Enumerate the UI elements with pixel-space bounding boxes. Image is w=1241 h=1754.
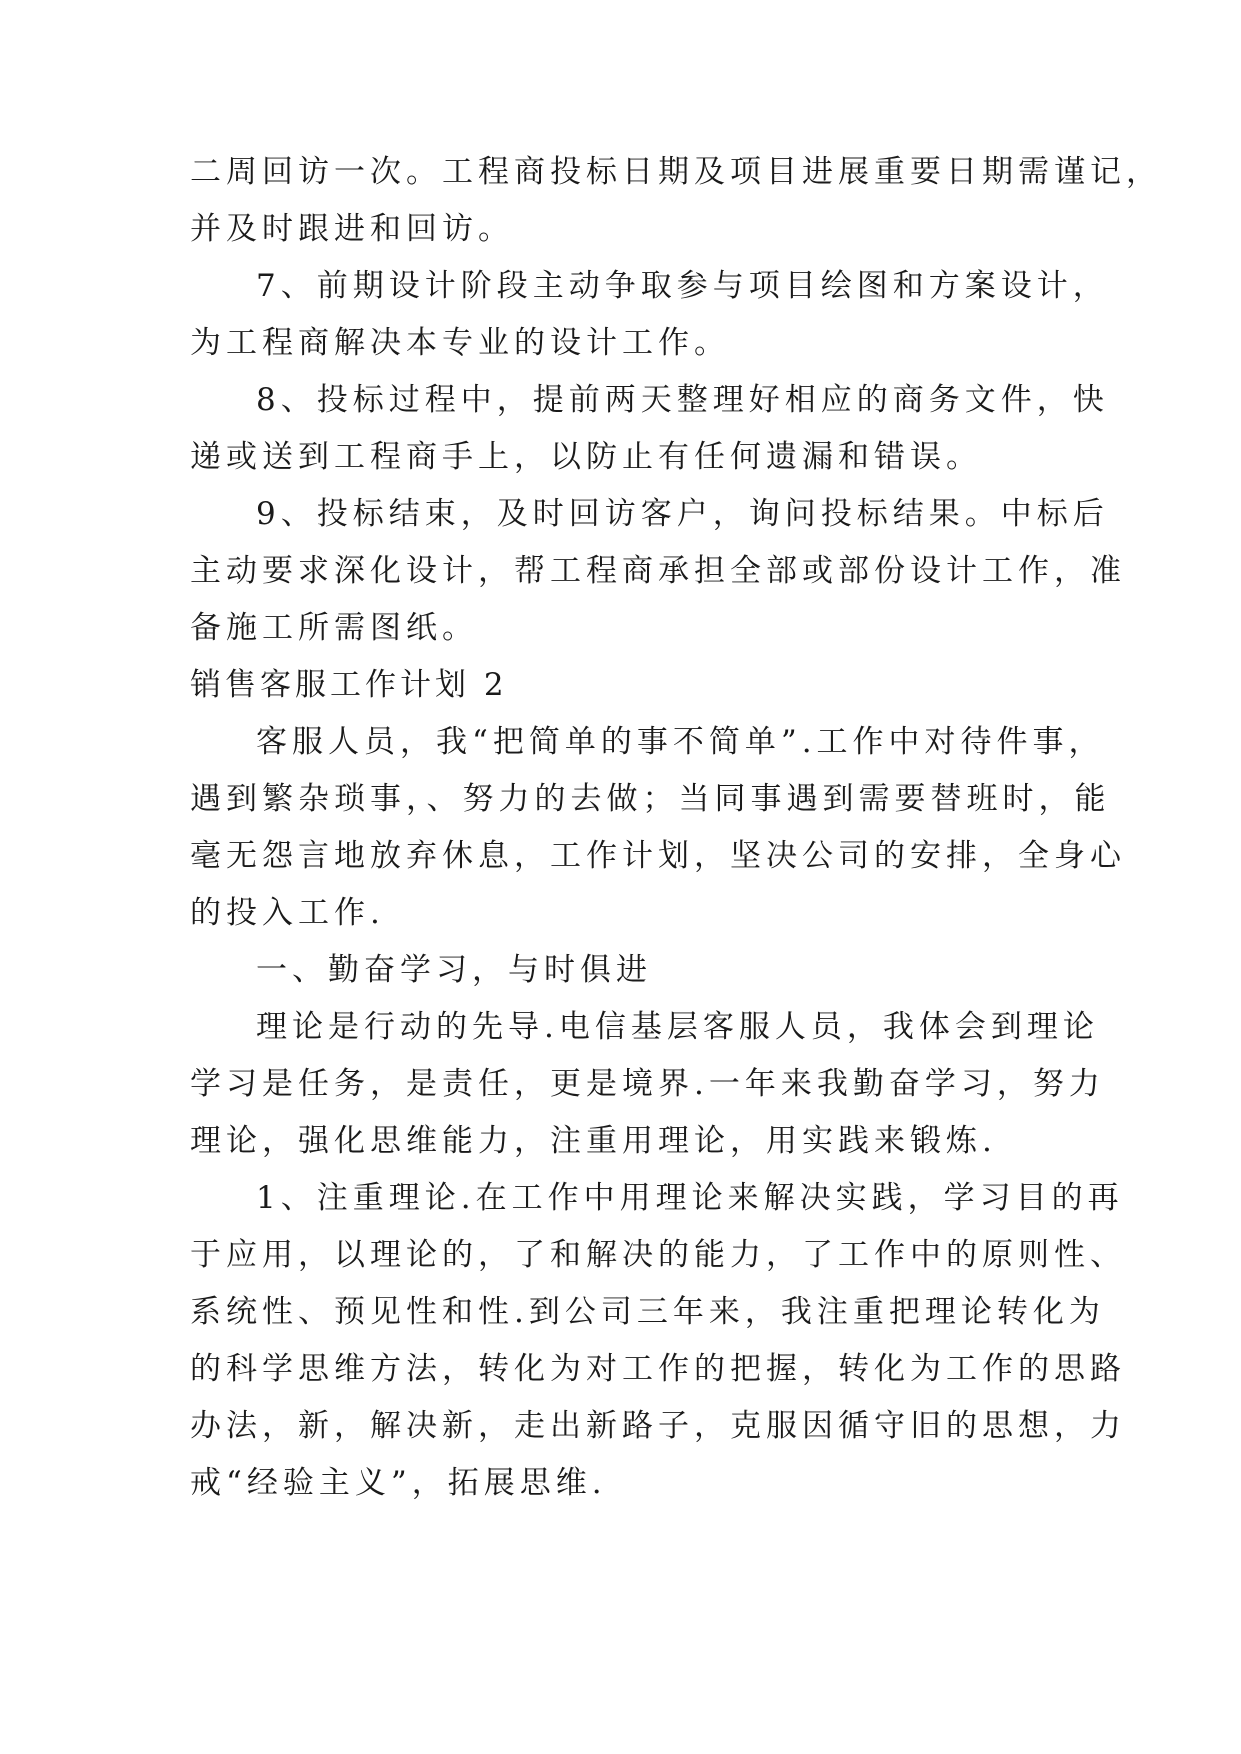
paragraph-line: 递或送到工程商手上，以防止有任何遗漏和错误。 xyxy=(190,439,982,475)
paragraph-line: 毫无怨言地放弃休息，工作计划，坚决公司的安排，全身心 xyxy=(190,838,1126,874)
paragraph-line: 为工程商解决本专业的设计工作。 xyxy=(190,325,730,361)
paragraph-line: 备施工所需图纸。 xyxy=(190,610,478,646)
paragraph-line: 的科学思维方法，转化为对工作的把握，转化为工作的思路 xyxy=(190,1351,1126,1387)
paragraph-line: 理论是行动的先导.电信基层客服人员，我体会到理论 xyxy=(256,1009,1099,1045)
paragraph-line: 的投入工作. xyxy=(190,895,385,931)
paragraph-line: 并及时跟进和回访。 xyxy=(190,211,514,247)
paragraph-line: 遇到繁杂琐事，、努力的去做；当同事遇到需要替班时，能 xyxy=(190,781,1111,817)
paragraph-line: 二周回访一次。工程商投标日期及项目进展重要日期需谨记， xyxy=(190,154,1162,190)
paragraph-line: 客服人员，我“把简单的事不简单”.工作中对待件事， xyxy=(256,724,1105,760)
paragraph-line: 学习是任务，是责任，更是境界.一年来我勤奋学习，努力 xyxy=(190,1066,1105,1102)
paragraph-line: 主动要求深化设计，帮工程商承担全部或部份设计工作，准 xyxy=(190,553,1126,589)
paragraph-line: 办法，新，解决新，走出新路子，克服因循守旧的思想，力 xyxy=(190,1408,1126,1444)
paragraph-line: 7、前期设计阶段主动争取参与项目绘图和方案设计， xyxy=(256,268,1109,304)
subsection-heading: 一、勤奋学习，与时俱进 xyxy=(256,952,652,988)
paragraph-line: 系统性、预见性和性.到公司三年来，我注重把理论转化为 xyxy=(190,1294,1105,1330)
section-title: 销售客服工作计划 2 xyxy=(190,667,508,703)
paragraph-line: 1、注重理论.在工作中用理论来解决实践，学习目的再 xyxy=(256,1180,1124,1216)
paragraph-line: 戒“经验主义”，拓展思维. xyxy=(190,1465,607,1501)
paragraph-line: 于应用，以理论的，了和解决的能力，了工作中的原则性、 xyxy=(190,1237,1126,1273)
paragraph-line: 理论，强化思维能力，注重用理论，用实践来锻炼. xyxy=(190,1123,997,1159)
paragraph-line: 9、投标结束，及时回访客户，询问投标结果。中标后 xyxy=(256,496,1109,532)
paragraph-line: 8、投标过程中，提前两天整理好相应的商务文件，快 xyxy=(256,382,1109,418)
